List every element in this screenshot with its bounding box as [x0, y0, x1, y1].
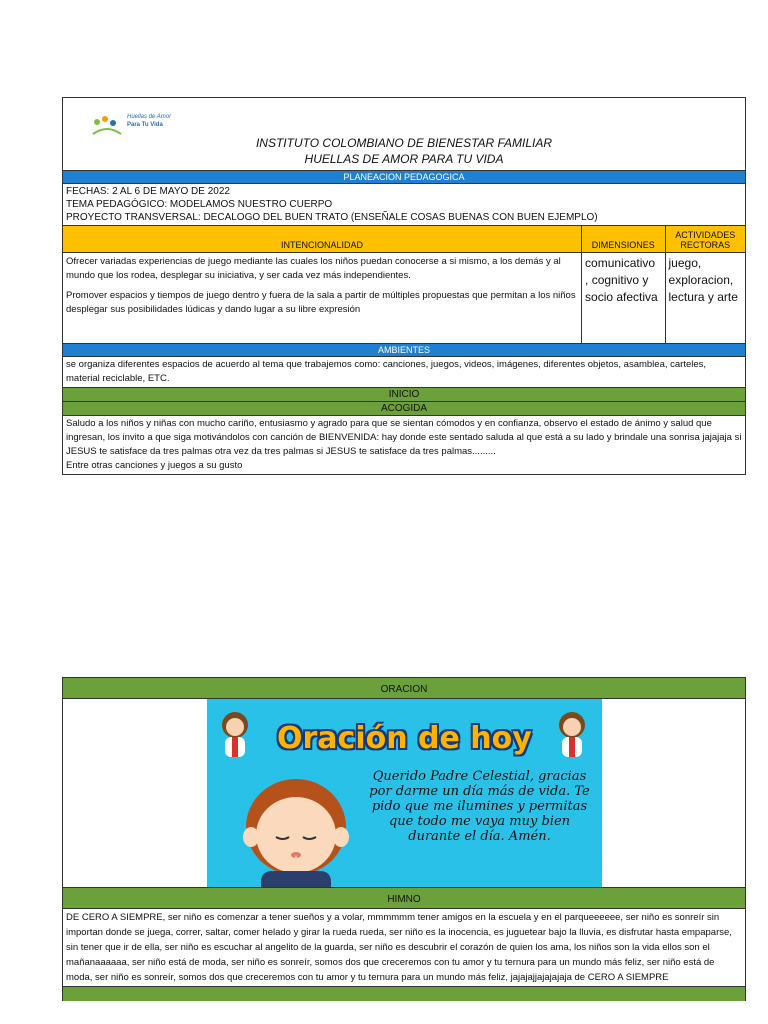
col-intencionalidad: INTENCIONALIDAD	[63, 226, 582, 253]
intencionalidad-p1: Ofrecer variadas experiencias de juego mediante las cuales los niños puedan conocerse a si mismo, a los demás y al mundo que los rodea, desplegar su iniciativa, y ser cada vez más independientes.	[66, 256, 561, 281]
intencionalidad-cell	[63, 253, 582, 344]
proyecto-value: DECALOGO DEL BUEN TRATO (ENSEÑALE COSAS BUENAS CON BUEN EJEMPLO)	[203, 212, 598, 223]
dimensiones-cell: comunicativo , cognitivo y socio afectiva	[582, 253, 665, 344]
fechas-row	[66, 185, 742, 198]
document-header	[62, 97, 746, 170]
table-row	[63, 253, 746, 344]
oracion-title: ORACION	[62, 677, 746, 698]
ambientes-title: AMBIENTES	[62, 344, 746, 356]
planeacion-title: PLANEACION PEDAGOGICA	[62, 170, 746, 183]
oracion-image-cell	[62, 698, 746, 887]
tema-label: TEMA PEDAGÓGICO:	[66, 199, 168, 210]
jesus-left-icon	[215, 709, 255, 759]
planning-page-1	[62, 97, 746, 475]
fechas-value: 2 AL 6 DE MAYO DE 2022	[112, 186, 230, 197]
poster-title: Oración de hoy	[277, 721, 532, 756]
planning-table	[62, 225, 746, 344]
logo-line-1: Huellas de Amor	[127, 114, 172, 120]
family-logo-icon	[91, 114, 123, 136]
acogida-text-2: Entre otras canciones y juegos a su gusto	[66, 460, 243, 471]
fechas-label: FECHAS:	[66, 186, 110, 197]
proyecto-row	[66, 211, 742, 224]
prayer-poster	[207, 699, 602, 887]
institute-title	[63, 135, 745, 167]
tema-value: MODELAMOS NUESTRO CUERPO	[169, 199, 333, 210]
acogida-text: Saludo a los niños y niñas con mucho cariño, entusiasmo y agrado para que se sientan cómodos y en confianza, observo el estado de ánimo y salud que ingresan, los invito a que siga motivándolos con canción de BIENVENIDA: hay donde este sentado saluda al que está a su lado y brindale una sonrisa jajajaja si JESUS te satisface da tres palmas otra vez da tres palmas si JESUS te satisface da tres palmas.........	[66, 418, 742, 457]
inicio-title: INICIO	[62, 387, 746, 401]
planning-meta	[62, 183, 746, 225]
prayer-text: Querido Padre Celestial, gracias por darme un día más de vida. Te pido que me ilumines y permitas que todo me vaya muy bien durante el día. Amén.	[369, 769, 590, 844]
next-section-bar	[62, 986, 746, 1001]
logo-line-2: Para Tu Vida	[127, 122, 163, 128]
acogida-title: ACOGIDA	[62, 401, 746, 415]
table-header-row	[63, 226, 746, 253]
praying-child-icon	[231, 767, 361, 887]
acogida-block	[62, 415, 746, 475]
proyecto-label: PROYECTO TRANSVERSAL:	[66, 212, 201, 223]
institute-name: INSTITUTO COLOMBIANO DE BIENESTAR FAMILIAR	[255, 136, 553, 150]
jesus-right-icon	[552, 709, 592, 759]
actividades-cell: juego, exploracion, lectura y arte	[665, 253, 745, 344]
program-name: HUELLAS DE AMOR PARA TU VIDA	[304, 152, 504, 166]
planning-page-2	[62, 677, 746, 1001]
col-dimensiones: DIMENSIONES	[582, 226, 665, 253]
intencionalidad-p2: Promover espacios y tiempos de juego dentro y fuera de la sala a partir de múltiples propuestas que permitan a los niños desplegar sus posibilidades lúdicas y dando lugar a su libre expresión	[66, 290, 576, 315]
tema-row	[66, 198, 742, 211]
himno-text: DE CERO A SIEMPRE, ser niño es comenzar a tener sueños y a volar, mmmmmm tener amigos en la escuela y en el parqueeeeee, ser niño es sonreír sin importan donde se juega, correr, saltar, comer helado y girar la rueda rueda, ser niño es la inocencia, es juguetear bajo la lluvia, es disfrutar hasta empaparse, sin tener que ir de ella, ser niño es escuchar al angelito de la guarda, ser niño es descubrir el corazón de quien los ama, los niños son la vida ellos son el mañanaaaaaa, ser niño está de moda, ser niño es sonreír, somos dos que creceremos con tu amor y tu ternura para un mundo más feliz, ser niño está de moda, ser niño es sonreír, somos dos que creceremos con tu amor y tu ternura para un mundo más feliz, jajajajjajajajaja de CERO A SIEMPRE	[62, 908, 746, 986]
ambientes-text: se organiza diferentes espacios de acuerdo al tema que trabajemos como: canciones, juegos, videos, imágenes, diferentes objetos, asamblea, carteles, material reciclable, ETC.	[62, 356, 746, 387]
col-actividades: ACTIVIDADES RECTORAS	[665, 226, 745, 253]
logo	[91, 112, 201, 136]
himno-title: HIMNO	[62, 887, 746, 908]
